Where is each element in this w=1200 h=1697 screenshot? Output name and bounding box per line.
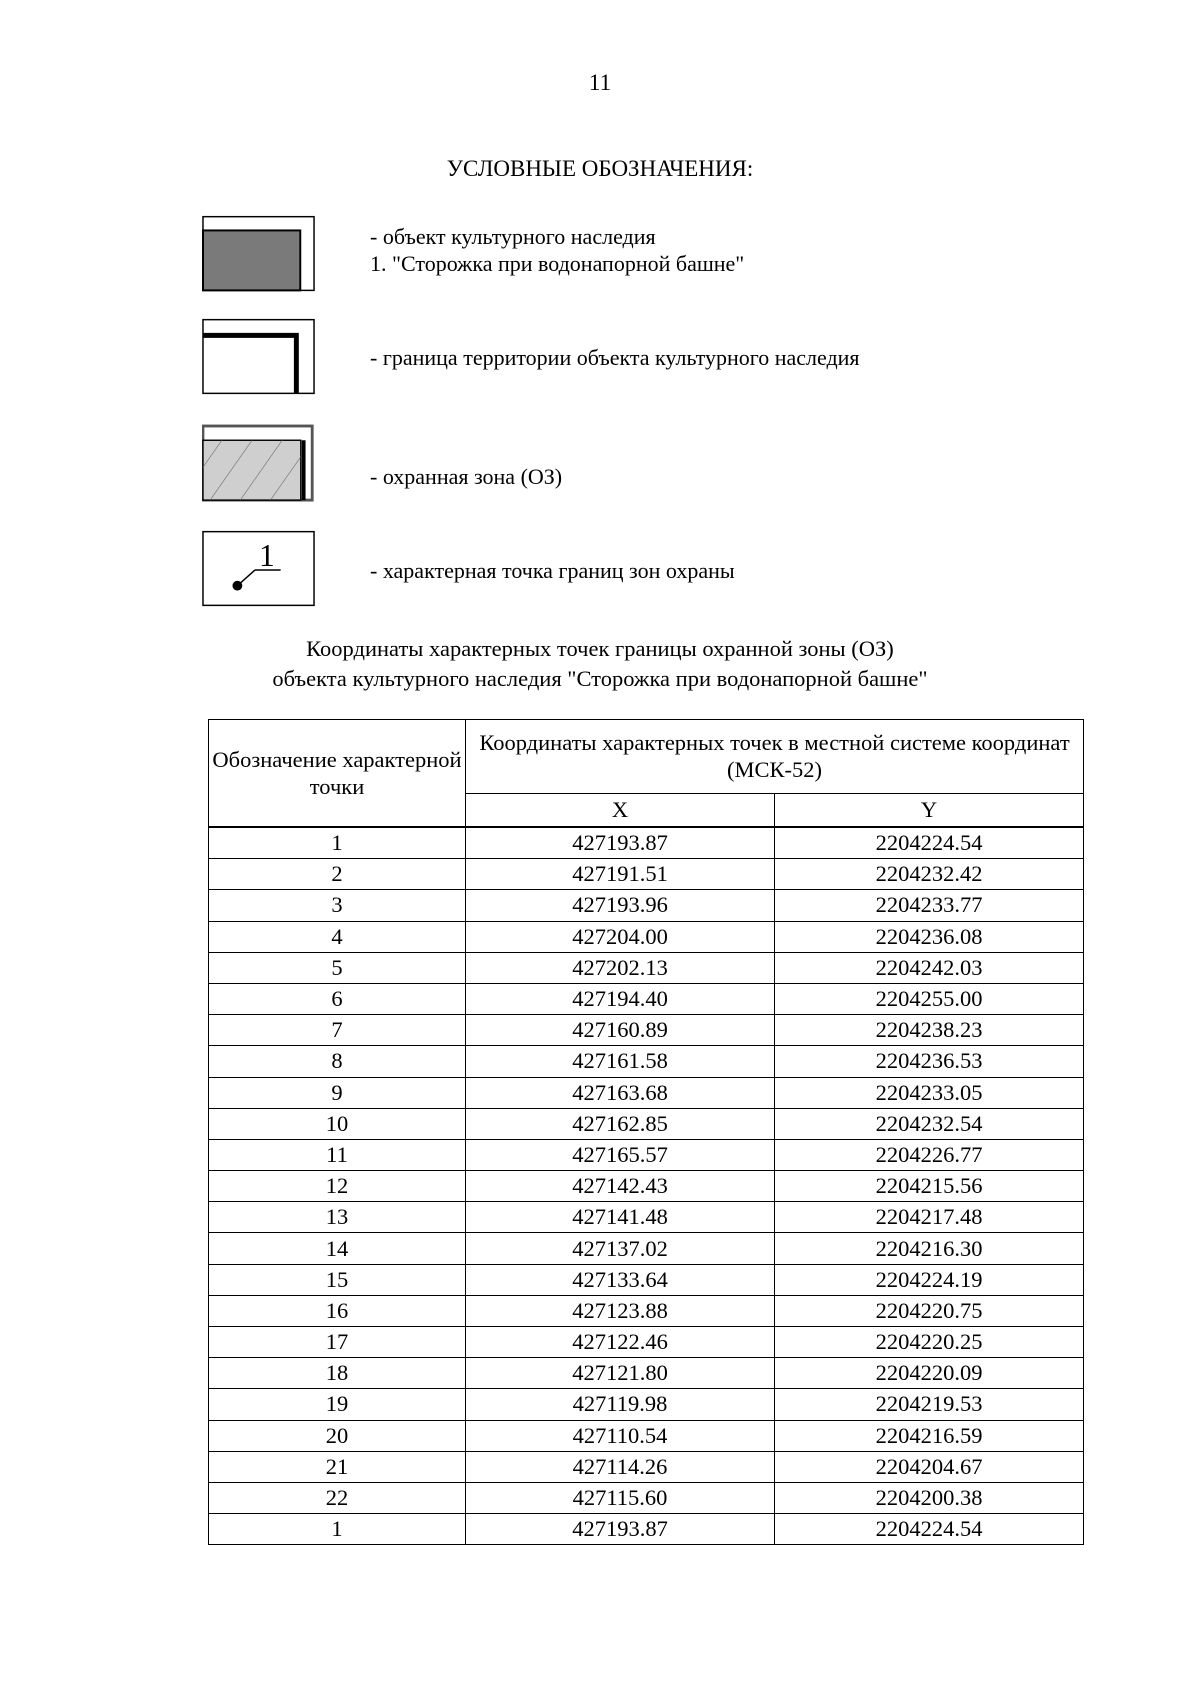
x-coordinate-cell: 427193.87 [466,827,775,859]
legend-title: УСЛОВНЫЕ ОБОЗНАЧЕНИЯ: [446,156,754,181]
y-coordinate-cell: 2204232.42 [775,859,1084,890]
point-number-cell: 1 [209,827,466,859]
table-row [209,952,1084,983]
table-row [209,1451,1084,1482]
x-coordinate-cell: 427191.51 [466,859,775,890]
y-coordinate-cell: 2204220.25 [775,1327,1084,1358]
point-number-cell: 10 [209,1108,466,1139]
table-row [209,1046,1084,1077]
x-coordinate-cell: 427160.89 [466,1015,775,1046]
y-coordinate-cell: 2204216.59 [775,1420,1084,1451]
x-coordinate-cell: 427123.88 [466,1295,775,1326]
y-coordinate-cell: 2204216.30 [775,1233,1084,1264]
y-coordinate-cell: 2204224.54 [775,1514,1084,1545]
y-coordinate-cell: 2204226.77 [775,1139,1084,1170]
y-coordinate-cell: 2204242.03 [775,952,1084,983]
coordinates-table-body [209,827,1084,1545]
x-coordinate-cell: 427122.46 [466,1327,775,1358]
table-row [209,1420,1084,1451]
table-row [209,983,1084,1014]
table-row [209,1514,1084,1545]
y-coordinate-cell: 2204236.53 [775,1046,1084,1077]
x-coordinate-cell: 427161.58 [466,1046,775,1077]
table-row [209,1015,1084,1046]
x-coordinate-cell: 427119.98 [466,1389,775,1420]
x-coordinate-cell: 427202.13 [466,952,775,983]
point-number-cell: 7 [209,1015,466,1046]
table-caption-line1: Координаты характерных точек границы охранной зоны (ОЗ) [306,636,894,661]
y-coordinate-cell: 2204224.19 [775,1264,1084,1295]
table-row [209,827,1084,859]
point-number-cell: 19 [209,1389,466,1420]
y-coordinate-cell: 2204200.38 [775,1482,1084,1513]
point-number-cell: 11 [209,1139,466,1170]
point-number-cell: 15 [209,1264,466,1295]
y-coordinate-cell: 2204224.54 [775,827,1084,859]
table-row [209,1358,1084,1389]
x-coordinate-cell: 427194.40 [466,983,775,1014]
point-number-cell: 17 [209,1327,466,1358]
table-row [209,890,1084,921]
x-coordinate-cell: 427137.02 [466,1233,775,1264]
legend-item-characteristic-point-text: - характерная точка границ зон охраны [370,558,735,583]
y-coordinate-cell: 2204238.23 [775,1015,1084,1046]
point-number-cell: 16 [209,1295,466,1326]
table-row [209,1295,1084,1326]
table-row [209,921,1084,952]
x-coordinate-cell: 427133.64 [466,1264,775,1295]
point-number-cell: 4 [209,921,466,952]
table-row [209,859,1084,890]
y-coordinate-cell: 2204236.08 [775,921,1084,952]
header-y: Y [775,793,1084,827]
legend-item-protection-zone-text: - охранная зона (ОЗ) [370,464,563,489]
territory-boundary-symbol [202,318,316,396]
table-row [209,1108,1084,1139]
x-coordinate-cell: 427141.48 [466,1202,775,1233]
y-coordinate-cell: 2204233.77 [775,890,1084,921]
point-number-cell: 18 [209,1358,466,1389]
x-coordinate-cell: 427193.87 [466,1514,775,1545]
y-coordinate-cell: 2204255.00 [775,983,1084,1014]
y-coordinate-cell: 2204215.56 [775,1171,1084,1202]
point-number-cell: 1 [209,1514,466,1545]
point-number-cell: 3 [209,890,466,921]
x-coordinate-cell: 427163.68 [466,1077,775,1108]
table-caption-line2: объекта культурного наследия "Сторожка при водонапорной башне" [272,666,928,691]
table-row [209,1139,1084,1170]
table-row [209,1327,1084,1358]
y-coordinate-cell: 2204217.48 [775,1202,1084,1233]
table-row [209,1264,1084,1295]
point-number-cell: 8 [209,1046,466,1077]
characteristic-point-symbol [202,530,316,608]
y-coordinate-cell: 2204219.53 [775,1389,1084,1420]
point-number-cell: 22 [209,1482,466,1513]
page-number: 11 [588,70,612,95]
header-point-designation: Обозначение характерной точки [209,720,466,828]
x-coordinate-cell: 427114.26 [466,1451,775,1482]
legend-item-territory-boundary-text: - граница территории объекта культурного наследия [370,345,860,370]
x-coordinate-cell: 427121.80 [466,1358,775,1389]
point-number-cell: 6 [209,983,466,1014]
y-coordinate-cell: 2204204.67 [775,1451,1084,1482]
y-coordinate-cell: 2204232.54 [775,1108,1084,1139]
point-number-cell: 20 [209,1420,466,1451]
x-coordinate-cell: 427165.57 [466,1139,775,1170]
x-coordinate-cell: 427115.60 [466,1482,775,1513]
point-number-cell: 12 [209,1171,466,1202]
coordinates-table [208,719,1084,1545]
legend-item-heritage-object-line2: 1. "Сторожка при водонапорной башне" [370,251,745,276]
table-caption [0,634,1200,694]
x-coordinate-cell: 427142.43 [466,1171,775,1202]
y-coordinate-cell: 2204233.05 [775,1077,1084,1108]
point-number-cell: 14 [209,1233,466,1264]
table-row [209,1171,1084,1202]
legend-item-heritage-object-line1: - объект культурного наследия [370,224,656,249]
table-row [209,1077,1084,1108]
x-coordinate-cell: 427204.00 [466,921,775,952]
heritage-object-symbol [202,215,316,295]
y-coordinate-cell: 2204220.09 [775,1358,1084,1389]
table-row [209,1202,1084,1233]
table-row [209,1482,1084,1513]
point-number-cell: 9 [209,1077,466,1108]
point-number-cell: 2 [209,859,466,890]
point-number-cell: 13 [209,1202,466,1233]
header-x: X [466,793,775,827]
point-number-cell: 21 [209,1451,466,1482]
characteristic-point-label: 1 [259,538,275,574]
x-coordinate-cell: 427193.96 [466,890,775,921]
header-coordinate-system: Координаты характерных точек в местной системе координат (МСК-52) [466,720,1084,794]
table-row [209,1389,1084,1420]
table-row [209,1233,1084,1264]
protection-zone-symbol [202,423,316,505]
point-number-cell: 5 [209,952,466,983]
y-coordinate-cell: 2204220.75 [775,1295,1084,1326]
x-coordinate-cell: 427110.54 [466,1420,775,1451]
x-coordinate-cell: 427162.85 [466,1108,775,1139]
